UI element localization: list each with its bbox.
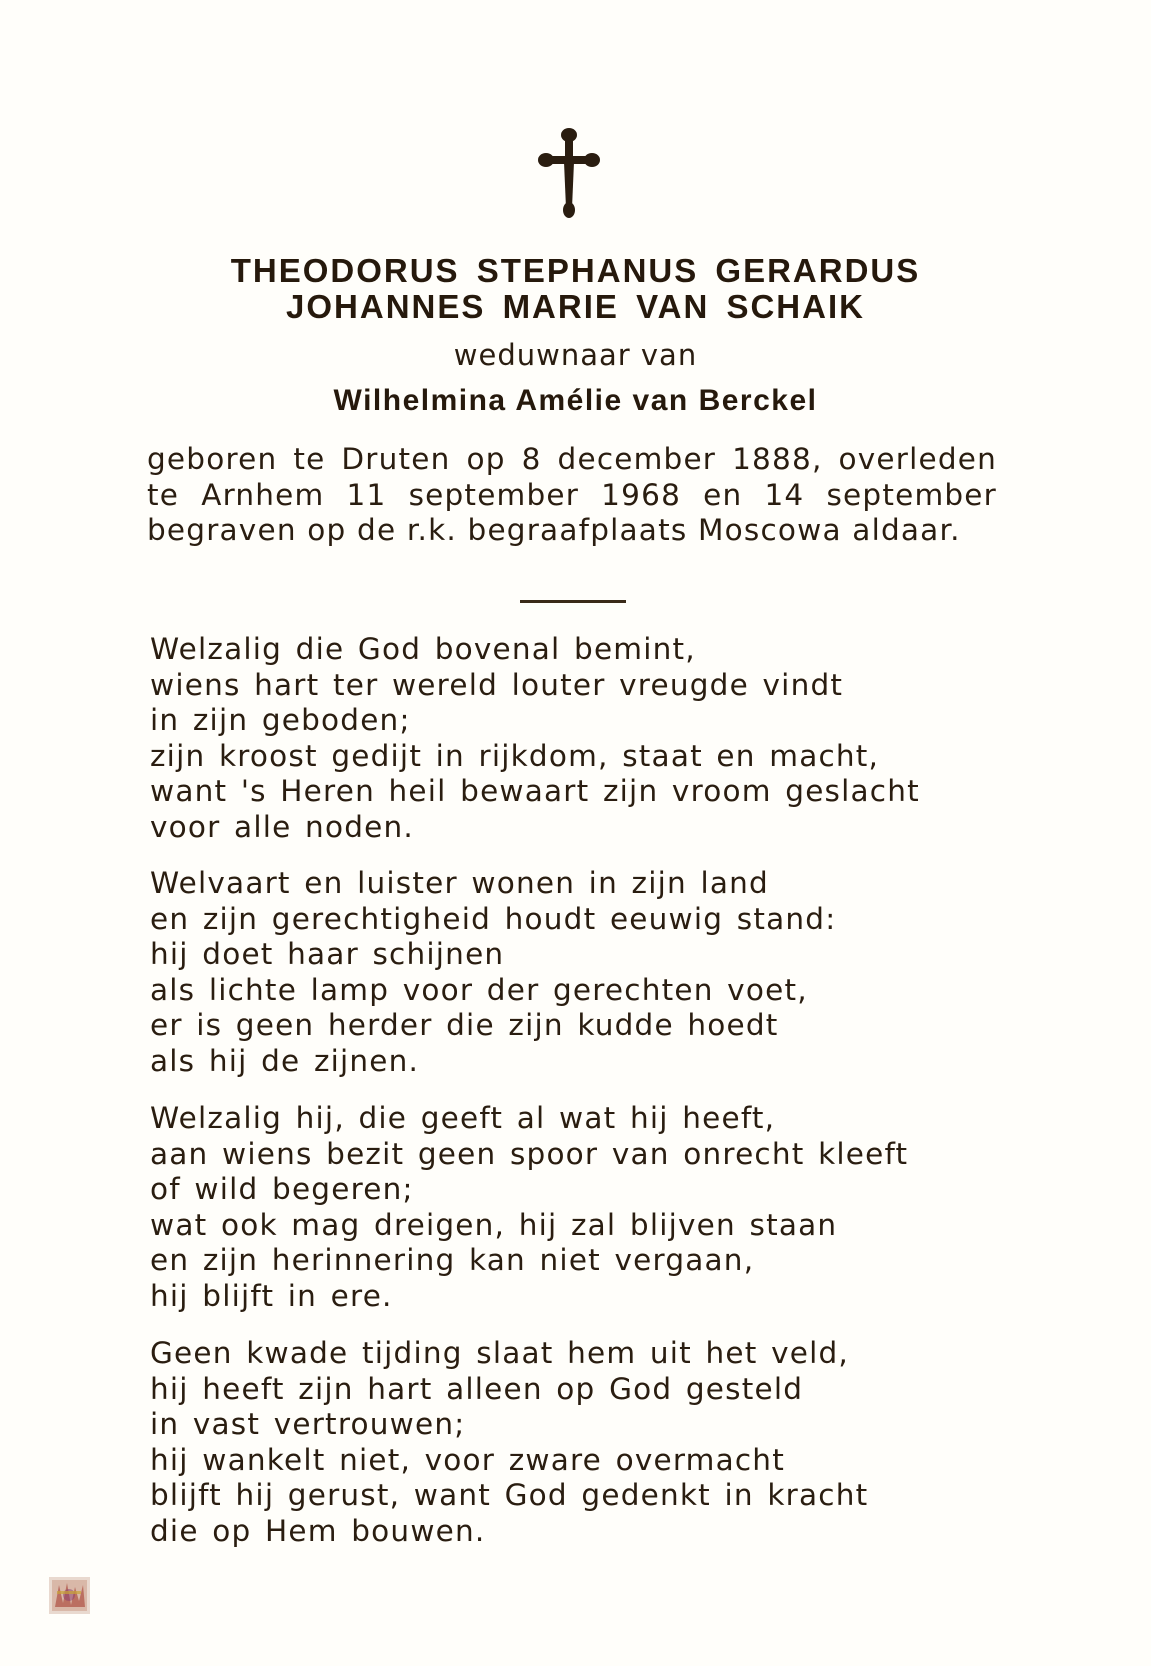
poem-line: wat ook mag dreigen, hij zal blijven staan	[150, 1207, 838, 1242]
poem-line: en zijn gerechtigheid houdt eeuwig stand:	[150, 901, 837, 936]
poem-line: er is geen herder die zijn kudde hoedt	[150, 1008, 779, 1042]
poem-line: zijn kroost gedijt in rijkdom, staat en macht,	[150, 738, 880, 773]
poem-line: in vast vertrouwen;	[150, 1407, 466, 1441]
poem-line: want 's Heren heil bewaart zijn vroom geslacht	[150, 774, 920, 808]
biography-text: geboren te Druten op 8 december 1888, overleden te Arnhem 11 september 1968 en 14 september begraven op de r.k. begraafplaats Moscowa aldaar.	[147, 442, 997, 547]
poem-line: als lichte lamp voor der gerechten voet,	[150, 972, 808, 1007]
poem-line: die op Hem bouwen.	[150, 1513, 486, 1548]
poem-line: in zijn geboden;	[150, 703, 411, 737]
poem-line: of wild begeren;	[150, 1172, 414, 1206]
poem-stanza	[150, 1101, 1030, 1314]
poem-line: Welzalig die God bovenal bemint,	[150, 632, 696, 666]
poem-line: hij heeft zijn hart alleen op God gesteld	[150, 1371, 804, 1406]
poem-line: Welzalig hij, die geeft al wat hij heeft,	[150, 1101, 776, 1135]
deceased-name-line-1: THEODORUS STEPHANUS GERARDUS	[230, 252, 921, 289]
divider-rule	[520, 600, 626, 603]
cross-icon	[538, 128, 600, 220]
poem-line: Welvaart en luister wonen in zijn land	[150, 866, 769, 900]
poem-line: hij wankelt niet, voor zware overmacht	[150, 1442, 785, 1477]
poem-line: aan wiens bezit geen spoor van onrecht kleeft	[150, 1136, 909, 1171]
poem-line: hij blijft in ere.	[150, 1278, 393, 1313]
poem-line: als hij de zijnen.	[150, 1043, 420, 1078]
deceased-name-line-2: JOHANNES MARIE VAN SCHAIK	[286, 288, 865, 325]
poem-line: blijft hij gerust, want God gedenkt in kracht	[150, 1478, 869, 1512]
poem-line: wiens hart ter wereld louter vreugde vindt	[150, 667, 844, 702]
poem-line: Geen kwade tijding slaat hem uit het veld,	[150, 1336, 850, 1370]
collection-stamp-icon	[49, 1577, 90, 1614]
relation-text: weduwnaar van	[453, 338, 698, 372]
poem-stanza	[150, 1336, 1030, 1549]
poem-stanza	[150, 632, 1030, 845]
poem-stanza	[150, 866, 1030, 1079]
poem-line: en zijn herinnering kan niet vergaan,	[150, 1243, 755, 1277]
spouse-name: Wilhelmina Amélie van Berckel	[333, 384, 818, 417]
poem-line: voor alle noden.	[150, 809, 414, 844]
poem-line: hij doet haar schijnen	[150, 937, 505, 971]
